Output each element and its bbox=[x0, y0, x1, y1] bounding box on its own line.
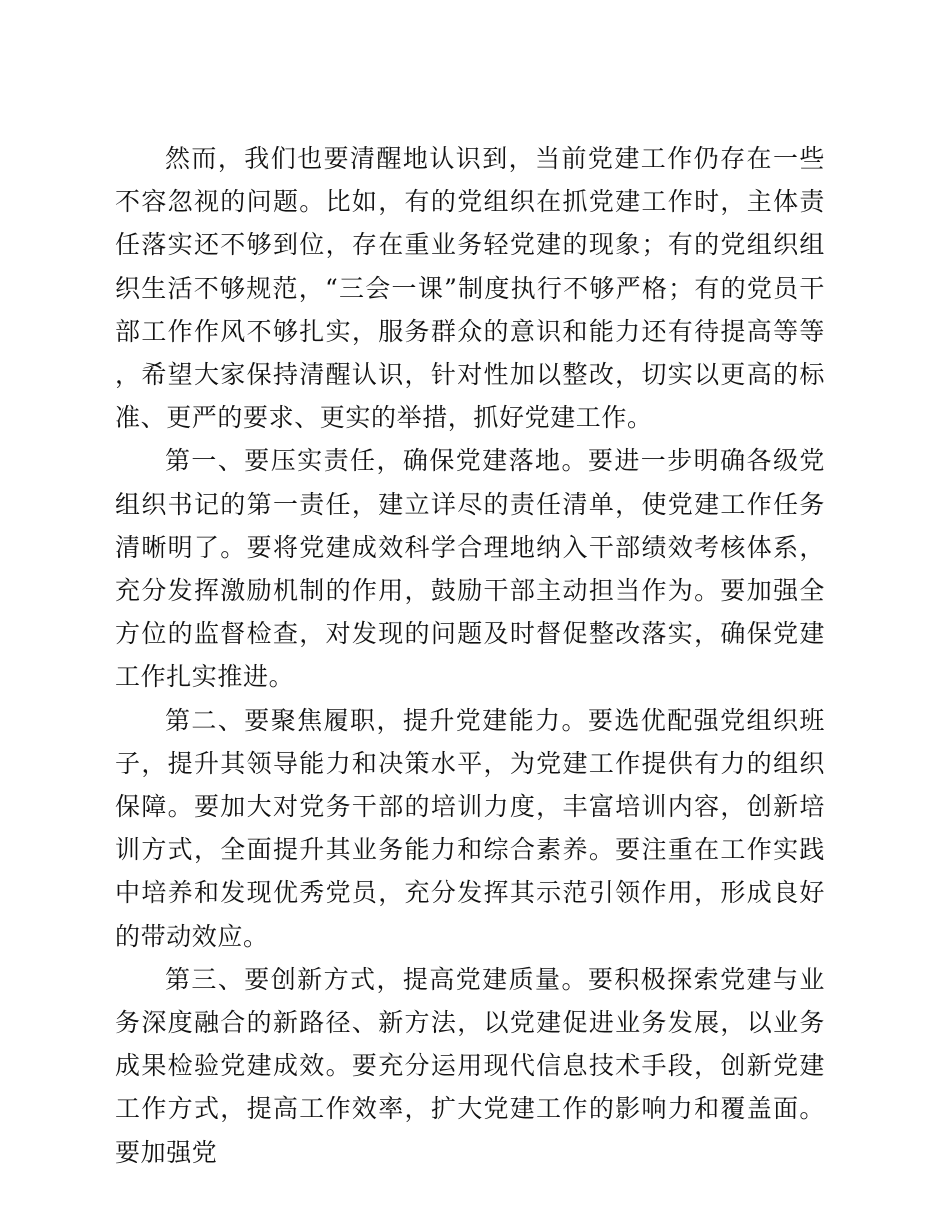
document-page bbox=[115, 137, 825, 1174]
paragraph-capability: 第二、要聚焦履职，提升党建能力。要选优配强党组织班子，提升其领导能力和决策水平，为党建工作提供有力的组织保障。要加大对党务干部的培训力度，丰富培训内容，创新培训方式，全面提升其业务能力和综合素养。要注重在工作实践中培养和发现优秀党员，充分发挥其示范引领作用，形成良好的带动效应。 bbox=[115, 705, 825, 951]
paragraph-problems: 然而，我们也要清醒地认识到，当前党建工作仍存在一些不容忽视的问题。比如，有的党组织在抓党建工作时，主体责任落实还不够到位，存在重业务轻党建的现象；有的党组织组织生活不够规范，“三会一课”制度执行不够严格；有的党员干部工作作风不够扎实，服务群众的意识和能力还有待提高等等，希望大家保持清醒认识，针对性加以整改，切实以更高的标准、更严的要求、更实的举措，抓好党建工作。 bbox=[115, 144, 825, 433]
paragraph-responsibility: 第一、要压实责任，确保党建落地。要进一步明确各级党组织书记的第一责任，建立详尽的责任清单，使党建工作任务清晰明了。要将党建成效科学合理地纳入干部绩效考核体系，充分发挥激励机制的作用，鼓励干部主动担当作为。要加强全方位的监督检查，对发现的问题及时督促整改落实，确保党建工作扎实推进。 bbox=[115, 446, 825, 692]
paragraph-innovation: 第三、要创新方式，提高党建质量。要积极探索党建与业务深度融合的新路径、新方法，以党建促进业务发展，以业务成果检验党建成效。要充分运用现代信息技术手段，创新党建工作方式，提高工作效率，扩大党建工作的影响力和覆盖面。要加强党 bbox=[115, 964, 825, 1167]
